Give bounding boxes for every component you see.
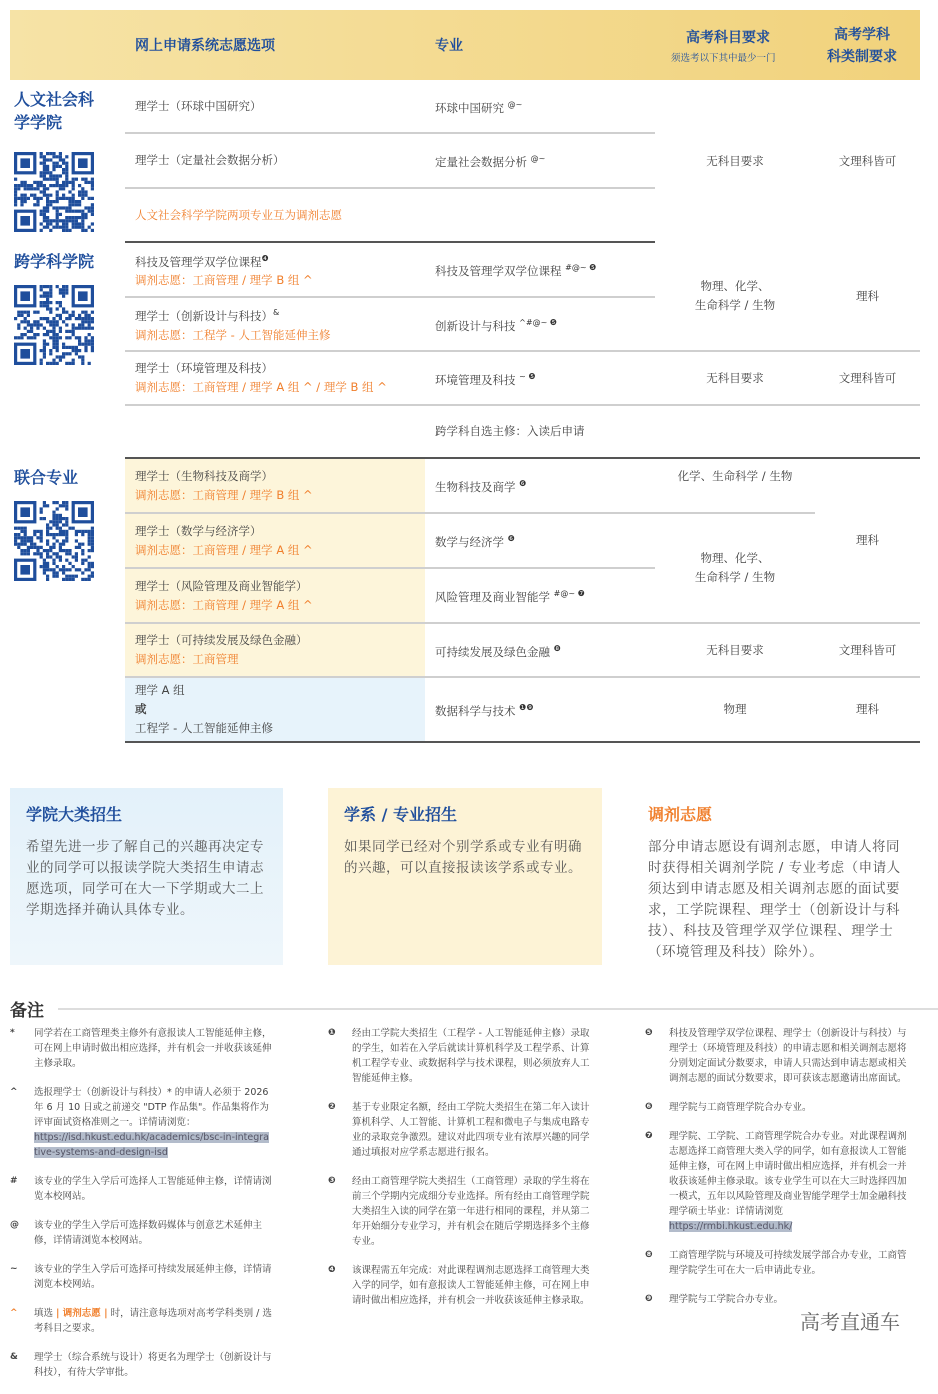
major-cell: 定量社会数据分析 @~ — [425, 133, 655, 188]
note-item: @ 该专业的学生入学后可选择数码媒体与创意艺术延伸主修，详情请浏览本校网站。 — [10, 1220, 263, 1246]
option-cell: 理学士（数学与经济学） 调剂志愿：工商管理 / 理学 A 组 ^ — [125, 513, 425, 568]
header-major: 专业 — [435, 38, 463, 54]
note-item: ❹ 该课程需五年完成：对此课程调剂志愿选择工商管理大类入学的同学，如有意报读人工智能延伸主修，可在网上申请时做出相应选择，并有机会一并收获该延伸主修录取。 — [328, 1265, 590, 1306]
category-cell: 文理科皆可 — [815, 623, 920, 677]
link[interactable]: https://rmbi.hkust.edu.hk/ — [669, 1221, 793, 1232]
note-item: ❸ 经由工商管理学院大类招生（工商管理）录取的学生将在前三个学期内完成细分专业选择。所有经由工商管理学院大类招生入读的同学在第一年进行相同的课程，并从第二年开始细分专业学习，并有机会在随后学期选择多个主修专业。 — [328, 1176, 590, 1247]
category-cell: 文理科皆可 — [815, 351, 920, 405]
note-item: ~ 该专业的学生入学后可选择可持续发展延伸主修，详情请浏览本校网站。 — [10, 1264, 272, 1290]
note-item: ^ 填选 | 调剂志愿 | 时，请注意每选项对高考学科类别 / 选考科目之要求。 — [10, 1308, 272, 1334]
major-cell: 可持续发展及绿色金融 $^❽$ — [425, 623, 655, 677]
option-cell: 理学士（定量社会数据分析） — [125, 133, 425, 188]
note-item: ^ 选报理学士（创新设计与科技）* 的申请人必须于 2026 年 6 月 10 日或之前递交 "DTP 作品集"。作品集将作为评审面试资格准则之一。详情请浏览： https://isd.hkust.edu.hk/academics/bsc-in-integrative-systems-and-design-isd — [10, 1087, 269, 1158]
note-item: * 同学若在工商管理类主修外有意报读人工智能延伸主修，可在网上申请时做出相应选择，并有机会一并收获该延伸主修录取。 — [10, 1028, 272, 1069]
major-cell: 科技及管理学双学位课程 $^{\#@\sim ❺}$ — [425, 242, 655, 297]
qr-code-icon — [14, 152, 94, 232]
note-item: # 该专业的学生入学后可选择人工智能延伸主修，详情请浏览本校网站。 — [10, 1176, 272, 1202]
link[interactable]: https://isd.hkust.edu.hk/academics/bsc-in-integrative-systems-and-design-isd — [34, 1132, 269, 1158]
major-cell: 跨学科自选主修：入读后申请 — [425, 405, 655, 458]
subject-cell: 物理、化学、 生命科学 / 生物 — [655, 513, 815, 623]
option-cell: 理学士（风险管理及商业智能学） 调剂志愿：工商管理 / 理学 A 组 ^ — [125, 568, 425, 623]
school-joint: 联合专业 — [10, 458, 125, 742]
major-cell: 生物科技及商学 $^❻$ — [425, 458, 655, 513]
transfer-note: 人文社会科学学院两项专业互为调剂志愿 — [125, 188, 425, 242]
note-item: & 理学士（综合系统与设计）将更名为理学士（创新设计与科技），有待大学审批。 — [10, 1352, 272, 1378]
subject-cell: 无科目要求 — [655, 623, 815, 677]
qr-code-icon — [14, 285, 94, 365]
qr-code-icon — [14, 501, 94, 581]
category-cell: 理科 — [815, 242, 920, 351]
notes-column — [645, 1026, 907, 1321]
subject-cell: 无科目要求 — [706, 153, 764, 168]
info-box-department: 学系 / 专业招生 如果同学已经对个别学系或专业有明确的兴趣，可以直接报读该学系或专业。 — [328, 788, 602, 965]
category-cell: 理科 — [815, 677, 920, 742]
major-cell: 创新设计与科技 $^{\^{}\#@\sim ❺}$ — [425, 297, 655, 351]
subject-cell: 物理、化学、 生命科学 / 生物 — [655, 242, 815, 351]
notes-column — [10, 1026, 272, 1394]
note-item: ❶ 经由工学院大类招生（工程学 - 人工智能延伸主修）录取的学生，如若在入学后就读计算机科学及工程学系、计算机工程学专业、或数据科学与技术课程，则必须放弃人工智能延伸主修。 — [328, 1028, 590, 1084]
option-cell: 科技及管理学双学位课程$^❹$ 调剂志愿：工商管理 / 理学 B 组 ^ — [125, 242, 425, 297]
notes-title: 备注 — [10, 1001, 44, 1021]
major-cell: 数据科学与技术 $^{❶❾}$ — [425, 677, 655, 742]
header-subject: 高考科目要求 — [686, 30, 770, 46]
note-item: ❾ 理学院与工学院合办专业。 — [645, 1294, 784, 1305]
option-cell: 理学士（可持续发展及绿色金融） 调剂志愿：工商管理 — [125, 623, 425, 677]
category-cell: 理科 — [815, 458, 920, 623]
program-table — [10, 80, 920, 743]
major-cell: 环球中国研究 @~ — [425, 80, 655, 133]
info-box-faculty: 学院大类招生 希望先进一步了解自己的兴趣再决定专业的同学可以报读学院大类招生申请志愿选项，同学可在大一下学期或大二上学期选择并确认具体专业。 — [10, 788, 283, 965]
notes-column — [328, 1026, 590, 1322]
note-item: ❷ 基于专业限定名额，经由工学院大类招生在第二年入读计算机科学、人工智能、计算机工程和微电子与集成电路专业的录取竞争激烈。建议对此四项专业有浓厚兴趣的同学通过填报对应学系志愿进行报名。 — [328, 1102, 590, 1158]
option-cell: 理学士（生物科技及商学） 调剂志愿：工商管理 / 理学 B 组 ^ — [125, 458, 425, 513]
option-cell: 理学 A 组 或 工程学 - 人工智能延伸主修 — [125, 677, 425, 742]
header-category: 高考学科 科类制要求 — [827, 27, 897, 65]
divider — [58, 1008, 938, 1010]
watermark: 高考直通车 — [800, 1310, 900, 1334]
major-cell: 风险管理及商业智能学 $^{\#@\sim ❼}$ — [425, 568, 655, 623]
school-interdisciplinary: 跨学科学院 — [10, 242, 125, 458]
category-cell: 文理科皆可 — [838, 153, 897, 168]
subject-cell: 无科目要求 — [655, 351, 815, 405]
table-header — [10, 10, 920, 80]
subject-cell: 化学、生命科学 / 生物 — [655, 458, 815, 513]
header-option: 网上申请系统志愿选项 — [135, 38, 275, 54]
note-item: ❺ 科技及管理学双学位课程、理学士（创新设计与科技）与理学士（环境管理及科技）的申请志愿和相关调剂志愿将分别划定面试分数要求，申请人只需达到申请志愿或相关调剂志愿的面试分数要求，即可获该志愿邀请出席面试。 — [645, 1028, 907, 1084]
note-item: ❻ 理学院与工商管理学院合办专业。 — [645, 1102, 812, 1113]
option-cell: 理学士（环球中国研究） — [125, 80, 425, 133]
option-cell: 理学士（创新设计与科技）& 调剂志愿：工程学 - 人工智能延伸主修 — [125, 297, 425, 351]
option-cell: 理学士（环境管理及科技） 调剂志愿：工商管理 / 理学 A 组 ^ / 理学 B 组 ^ — [125, 351, 425, 405]
school-humanities: 人文社会科学学院 — [10, 80, 125, 242]
info-box-transfer: 调剂志愿 部分申请志愿设有调剂志愿，申请人将同时获得相关调剂学院 / 专业考虑（申请人须达到申请志愿及相关调剂志愿的面试要求，工学院课程、理学士（创新设计与科技）、科技及管理学双学位课程、理学士（环境管理及科技）除外）。 — [648, 805, 901, 960]
header-subject-sub: 须选考以下其中最少一门 — [671, 53, 776, 64]
note-item: ❼ 理学院、工学院、工商管理学院合办专业。对此课程调剂志愿选择工商管理大类入学的同学，如有意报读人工智能延伸主修，可在网上申请时做出相应选择，并有机会一并收获该延伸主修录取。该专业学生可以在大三时选择四加一模式，五年以风险管理及商业智能学理学士加金融科技理学硕士毕业：详情请浏览 https://rmbi.hkust.edu.hk/ — [645, 1131, 907, 1232]
note-item: ❽ 工商管理学院与环境及可持续发展学部合办专业，工商管理学院学生可在大一后申请此专业。 — [645, 1250, 907, 1276]
subject-cell: 物理 — [655, 677, 815, 742]
major-cell: 数学与经济学 $^❻$ — [425, 513, 655, 568]
major-cell: 环境管理及科技 $^{\sim ❺}$ — [425, 351, 655, 405]
